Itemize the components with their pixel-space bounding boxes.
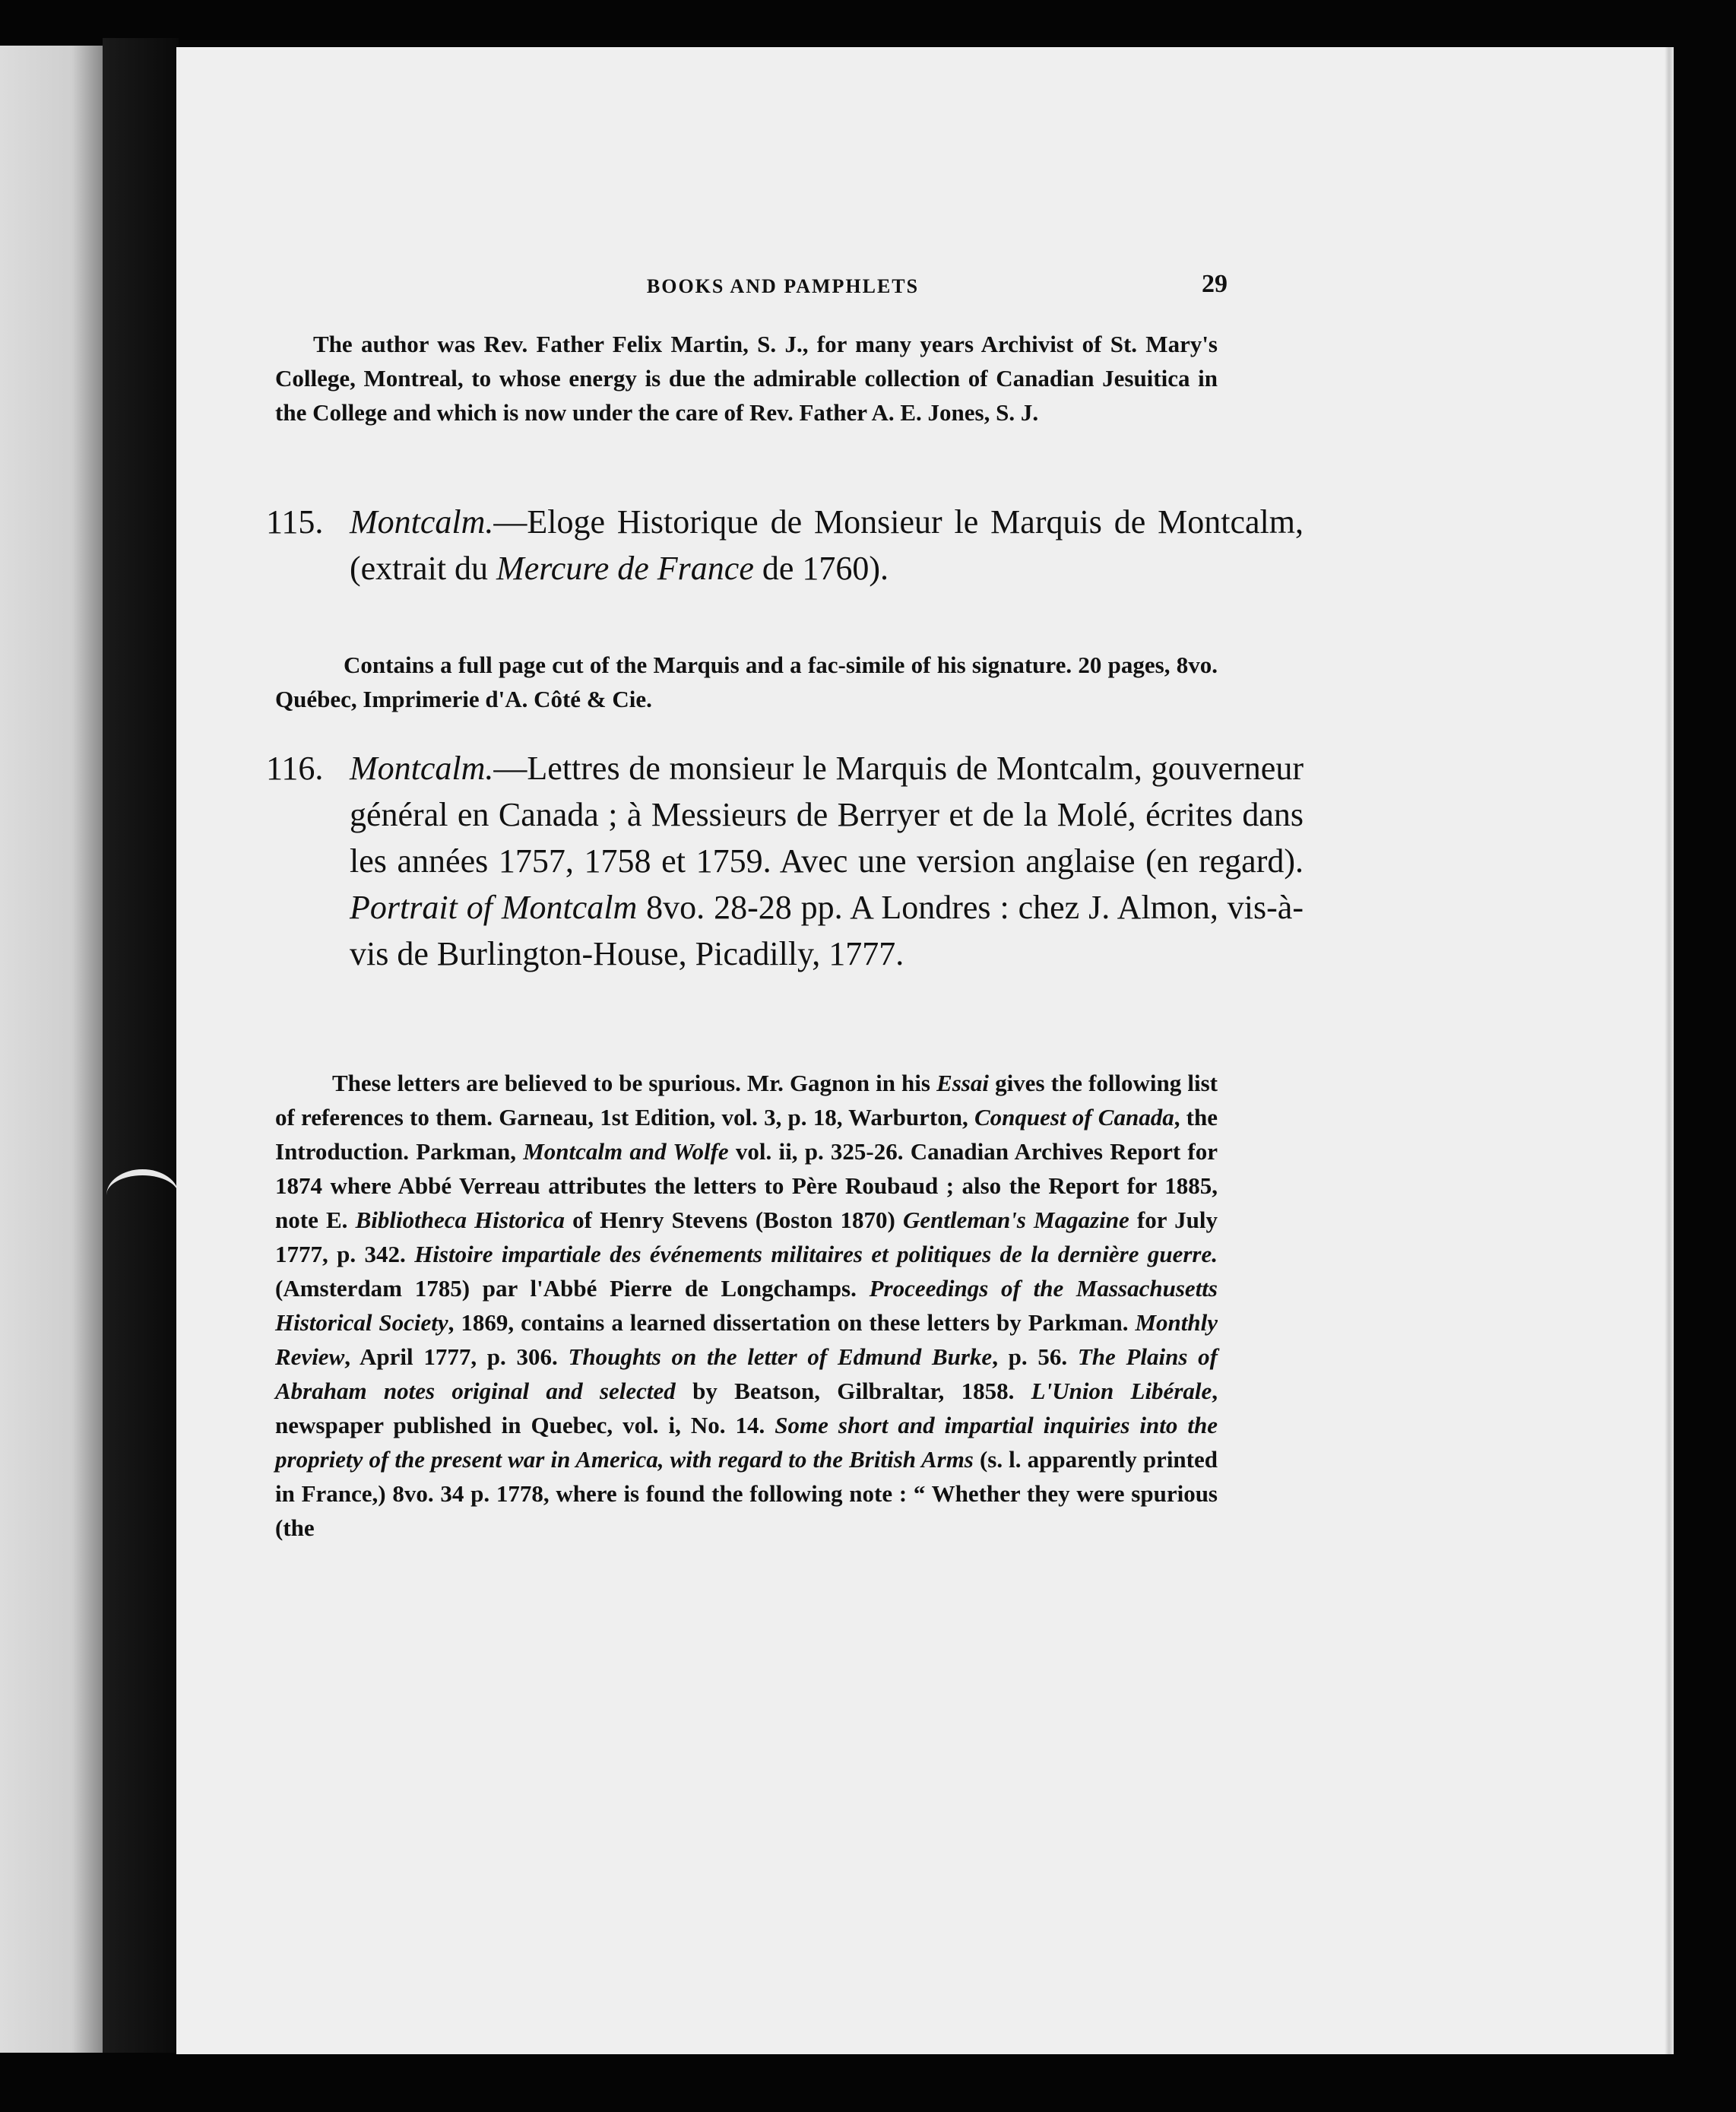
entry-number: 115. [266, 503, 324, 541]
note-text: vol. ii, p. 325-26. Canadian Archives Report for 1874 where Abbé Verreau attributes the letters to Père Roubaud ; also the Report for 1885, note E. [275, 1138, 1218, 1233]
entry-text: —Lettres de monsieur le Marquis de Montcalm, gouverneur général en Canada ; à Messieurs de Berryer et de la Molé, écrites dans les années 1757, 1758 et 1759. Avec une version anglaise (en regard). [350, 750, 1304, 880]
page-number: 29 [1202, 270, 1228, 298]
note-text: gives the following list of references to them. Garneau, 1st Edition, vol. 3, p. 18, Warburton, [275, 1070, 1218, 1131]
note-title: Bibliotheca Historica [355, 1207, 565, 1233]
note-title: Essai [936, 1070, 989, 1096]
note-text: of Henry Stevens (Boston 1870) [564, 1207, 903, 1233]
note-title: Some short and impartial inquiries into the propriety of the present war in America, with regard to the British Arms [275, 1412, 1218, 1473]
note-title: Conquest of Canada [974, 1104, 1174, 1131]
entry-number: 116. [266, 750, 324, 787]
book-binding [103, 38, 179, 2053]
entry-text: —Eloge Historique de Monsieur le Marquis de Montcalm, (extrait du [350, 503, 1304, 587]
note-text: for July 1777, p. 342. [275, 1207, 1218, 1267]
note-title: Histoire impartiale des événements militaires et politiques de la dernière guerre. [414, 1241, 1218, 1267]
page-fold [106, 1169, 179, 1221]
entry-115-note: Contains a full page cut of the Marquis and a fac-simile of his signature. 20 pages, 8vo. Québec, Imprimerie d'A. Côté & Cie. [275, 652, 1218, 712]
note-title: The Plains of Abraham notes original and selected [275, 1343, 1218, 1404]
note-text: These letters are believed to be spurious. Mr. Gagnon in his [332, 1070, 937, 1096]
note-text: , newspaper published in Quebec, vol. i, No. 14. [275, 1378, 1218, 1438]
note-title: Thoughts on the letter of Edmund Burke [568, 1343, 993, 1370]
note-text: , the Introduction. Parkman, [275, 1104, 1218, 1165]
entry-heading: Montcalm. [350, 750, 494, 787]
note-text: (s. l. apparently printed in France,) 8vo. 34 p. 1778, where is found the following note : “ Whether they were spurious (the [275, 1446, 1218, 1541]
note-title: Gentleman's Magazine [902, 1207, 1129, 1233]
page-edge [1665, 47, 1674, 2054]
entry-heading: Montcalm. [350, 503, 494, 541]
note-text: by Beatson, Gilbraltar, 1858. [675, 1378, 1031, 1404]
entry-text: 8vo. 28-28 pp. A Londres : chez J. Almon, vis-à-vis de Burlington-House, Picadilly, 1777. [350, 889, 1304, 972]
note-title: Proceedings of the Massachusetts Historical Society [275, 1275, 1218, 1336]
entry-title: Mercure de France [496, 550, 754, 587]
note-title: Montcalm and Wolfe [523, 1138, 729, 1165]
note-title: L'Union Libérale [1031, 1378, 1212, 1404]
intro-note: The author was Rev. Father Felix Martin, S. J., for many years Archivist of St. Mary's College, Montreal, to whose energy is due the admirable collection of Canadian Jesuitica in the College and which is now under the care of Rev. Father A. E. Jones, S. J. [275, 331, 1218, 426]
entry-116 [266, 745, 1304, 977]
entry-text: de 1760). [753, 550, 889, 587]
facing-page-edge [0, 46, 103, 2053]
note-text: , 1869, contains a learned dissertation on these letters by Parkman. [448, 1309, 1136, 1336]
entry-116-note [275, 1066, 1218, 1545]
note-title: Monthly Review [275, 1309, 1218, 1370]
entry-title: Portrait of Montcalm [350, 889, 638, 926]
note-text: , p. 56. [992, 1343, 1078, 1370]
note-text: , April 1777, p. 306. [344, 1343, 569, 1370]
note-text: (Amsterdam 1785) par l'Abbé Pierre de Longchamps. [275, 1275, 870, 1302]
running-head: BOOKS AND PAMPHLETS [646, 275, 920, 297]
entry-115 [266, 499, 1304, 591]
